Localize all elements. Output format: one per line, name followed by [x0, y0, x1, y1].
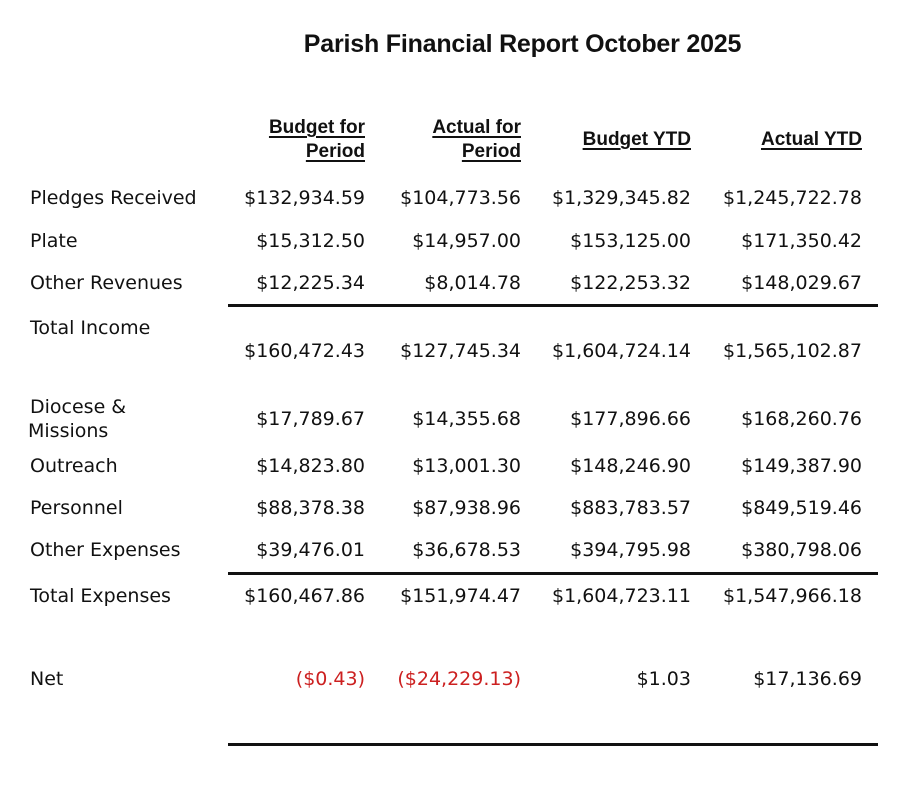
cell-plate-budget-period: $15,312.50: [256, 230, 365, 252]
header-budget-ytd: [531, 128, 691, 152]
header-line1: Budget YTD: [582, 129, 691, 150]
cell-outreach-actual-ytd: $149,387.90: [741, 455, 862, 477]
cell-other-expenses-budget-ytd: $394,795.98: [570, 539, 691, 561]
cell-personnel-budget-period: $88,378.38: [256, 497, 365, 519]
cell-total-expenses-budget-ytd: $1,604,723.11: [551, 585, 691, 607]
cell-total-income-budget-ytd: $1,604,724.14: [551, 340, 691, 362]
cell-diocese-budget-ytd: $177,896.66: [570, 408, 691, 430]
cell-pledges-actual-ytd: $1,245,722.78: [722, 187, 862, 209]
income-total-rule: [228, 304, 878, 307]
cell-diocese-actual-period: $14,355.68: [412, 408, 521, 430]
cell-other-revenues-budget-ytd: $122,253.32: [570, 272, 691, 294]
cell-personnel-actual-period: $87,938.96: [412, 497, 521, 519]
cell-pledges-budget-ytd: $1,329,345.82: [551, 187, 691, 209]
report-title: Parish Financial Report October 2025: [303, 30, 742, 58]
cell-outreach-actual-period: $13,001.30: [412, 455, 521, 477]
expenses-total-rule: [228, 572, 878, 575]
cell-other-expenses-actual-period: $36,678.53: [412, 539, 521, 561]
cell-total-income-actual-period: $127,745.34: [400, 340, 521, 362]
header-actual-ytd: [702, 128, 862, 152]
cell-net-budget-ytd: $1.03: [636, 668, 691, 690]
cell-other-revenues-budget-period: $12,225.34: [256, 272, 365, 294]
net-bottom-rule: [228, 743, 878, 746]
cell-total-expenses-budget-period: $160,467.86: [244, 585, 365, 607]
row-label-total-expenses: Total Expenses: [30, 585, 171, 607]
cell-personnel-budget-ytd: $883,783.57: [570, 497, 691, 519]
cell-other-revenues-actual-ytd: $148,029.67: [741, 272, 862, 294]
row-label-other-revenues: Other Revenues: [30, 272, 183, 294]
row-label-pledges-received: Pledges Received: [30, 187, 197, 209]
header-line2: Period: [305, 141, 365, 162]
header-line1: Actual for: [432, 117, 521, 138]
header-line1: Budget for: [268, 117, 365, 138]
header-line1: Actual YTD: [760, 129, 862, 150]
cell-net-actual-ytd: $17,136.69: [753, 668, 862, 690]
cell-pledges-budget-period: $132,934.59: [244, 187, 365, 209]
row-label-diocese-missions: [30, 395, 126, 443]
cell-outreach-budget-period: $14,823.80: [256, 455, 365, 477]
cell-plate-actual-ytd: $171,350.42: [741, 230, 862, 252]
cell-diocese-actual-ytd: $168,260.76: [741, 408, 862, 430]
cell-other-expenses-budget-period: $39,476.01: [256, 539, 365, 561]
cell-total-expenses-actual-period: $151,974.47: [400, 585, 521, 607]
cell-other-expenses-actual-ytd: $380,798.06: [741, 539, 862, 561]
cell-total-expenses-actual-ytd: $1,547,966.18: [722, 585, 862, 607]
row-label-personnel: Personnel: [30, 497, 123, 519]
row-label-total-income: Total Income: [30, 317, 151, 339]
row-label-line1: Diocese &: [30, 396, 127, 418]
cell-net-budget-period: ($0.43): [295, 668, 365, 690]
cell-total-income-budget-period: $160,472.43: [244, 340, 365, 362]
cell-plate-budget-ytd: $153,125.00: [570, 230, 691, 252]
cell-personnel-actual-ytd: $849,519.46: [741, 497, 862, 519]
row-label-line2: Missions: [28, 420, 109, 442]
cell-total-income-actual-ytd: $1,565,102.87: [722, 340, 862, 362]
cell-plate-actual-period: $14,957.00: [412, 230, 521, 252]
row-label-other-expenses: Other Expenses: [30, 539, 181, 561]
cell-outreach-budget-ytd: $148,246.90: [570, 455, 691, 477]
header-actual-for-period: [371, 116, 521, 164]
cell-pledges-actual-period: $104,773.56: [400, 187, 521, 209]
header-line2: Period: [461, 141, 521, 162]
cell-diocese-budget-period: $17,789.67: [256, 408, 365, 430]
row-label-net: Net: [30, 668, 64, 690]
cell-net-actual-period: ($24,229.13): [397, 668, 521, 690]
cell-other-revenues-actual-period: $8,014.78: [424, 272, 521, 294]
row-label-plate: Plate: [30, 230, 78, 252]
row-label-outreach: Outreach: [30, 455, 118, 477]
header-budget-for-period: [215, 116, 365, 164]
